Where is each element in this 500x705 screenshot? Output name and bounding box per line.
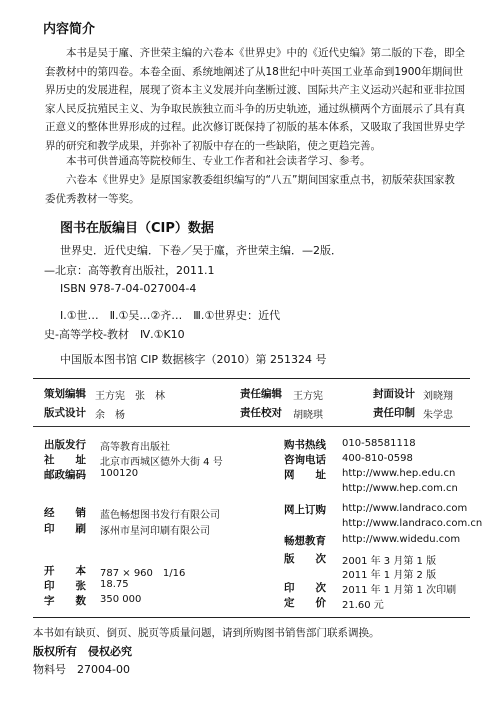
size-label: 开 本: [44, 565, 86, 577]
planning-value: 王方宪 张 林: [95, 391, 165, 402]
size-value: 787 × 960 1/16: [100, 568, 186, 579]
words-value: 350 000: [100, 594, 142, 605]
printer-label: 印 刷: [44, 523, 86, 535]
order-link-1[interactable]: http://www.landraco.com: [342, 503, 468, 514]
cip-line-4: Ⅰ.①世… Ⅱ.①吴…②齐… Ⅲ.①世界史：近代: [60, 309, 281, 322]
hotline-label: 购书热线: [284, 439, 326, 451]
edition-label: 版 次: [284, 553, 326, 565]
consult-label: 咨询电话: [284, 454, 326, 466]
intro-paragraph-2: 本书可供普通高等院校师生、专业工作者和社会读者学习、参考。: [66, 155, 371, 167]
publisher-value: 高等教育出版社: [100, 442, 170, 453]
print-label: 责任印制: [373, 407, 415, 419]
web-link-1[interactable]: http://www.hep.edu.cn: [342, 468, 456, 479]
cip-isbn: ISBN 978-7-04-027004-4: [60, 282, 197, 295]
cip-line-2: —北京：高等教育出版社，2011.1: [44, 264, 215, 277]
address-label: 社 址: [44, 454, 86, 466]
editor-label: 责任编辑: [240, 388, 282, 400]
order-label: 网上订购: [284, 504, 326, 516]
cover-value: 刘晓翔: [423, 391, 453, 402]
sheets-value: 18.75: [100, 579, 129, 590]
divider: [33, 378, 470, 379]
cip-line-5: 史-高等学校-教材 Ⅳ.①K10: [44, 328, 185, 341]
zip-label: 邮政编码: [44, 469, 86, 481]
quality-notice: 本书如有缺页、倒页、脱页等质量问题，请到所购图书销售部门联系调换。: [33, 627, 380, 639]
zip-value: 100120: [100, 468, 139, 479]
price-value: 21.60 元: [342, 600, 384, 611]
copyright-notice: 版权所有 侵权必究: [33, 645, 132, 658]
print-value: 朱学忠: [423, 410, 453, 421]
intro-paragraph-3: 六卷本《世界史》是原国家教委组织编写的“八五”期间国家重点书，初版荣获国家教委优秀教材一等奖。: [45, 174, 455, 205]
publisher-label: 出版发行: [44, 439, 86, 451]
proof-value: 胡晓琪: [293, 410, 323, 421]
layout-label: 版式设计: [44, 407, 86, 419]
layout-value: 余 杨: [95, 410, 125, 421]
cover-label: 封面设计: [373, 388, 415, 400]
cip-title: 图书在版编目（CIP）数据: [60, 221, 214, 236]
web-label: 网 址: [284, 469, 326, 481]
order-link-2[interactable]: http://www.landraco.com.cn: [342, 518, 483, 529]
words-label: 字 数: [44, 595, 86, 607]
edition-value-2: 2011 年 1 月第 2 版: [342, 570, 437, 581]
consult-value: 400-810-0598: [342, 453, 413, 464]
price-label: 定 价: [284, 597, 326, 609]
divider: [33, 426, 470, 427]
cip-line-1: 世界史．近代史编．下卷／吴于廑，齐世荣主编．—2版．: [60, 244, 342, 257]
divider: [33, 617, 470, 618]
proof-label: 责任校对: [240, 407, 282, 419]
smart-edu-link[interactable]: http://www.widedu.com: [342, 534, 461, 545]
printing-label: 印 次: [284, 582, 326, 594]
cip-number: 中国版本图书馆 CIP 数据核字（2010）第 251324 号: [60, 353, 327, 366]
editor-value: 王方宪: [293, 391, 323, 402]
distributor-value: 蓝色畅想图书发行有限公司: [100, 510, 220, 521]
planning-label: 策划编辑: [44, 388, 86, 400]
item-number: 物料号 27004-00: [33, 663, 130, 676]
address-value: 北京市西城区德外大街 4 号: [100, 457, 223, 468]
hotline-value: 010-58581118: [342, 438, 416, 449]
edition-value-1: 2001 年 3 月第 1 版: [342, 556, 437, 567]
intro-title: 内容简介: [43, 22, 96, 37]
printing-value: 2011 年 1 月第 1 次印刷: [342, 585, 457, 596]
web-link-2[interactable]: http://www.hep.com.cn: [342, 483, 458, 494]
intro-paragraph-1: 本书是吴于廑、齐世荣主编的六卷本《世界史》中的《近代史编》第二版的下卷，即全套教材中的第四卷。本卷全面、系统地阐述了从18世纪中叶英国工业革命到1900年期间世界历史的发展进程，展现了资本主义发展并向垄断过渡、国际共产主义运动兴起和亚非拉国家人民反抗殖民主义、为争取民族独立而斗争的历史轨迹，通过纵横两个方面展示了具有真正意义的整体世界形成的过程。此次修订既保持了初版的基本体系，又吸取了我国世界史学界的研究和教学成果，并弥补了初版中存在的一些缺陷，使之更趋完善。: [45, 47, 465, 152]
distributor-label: 经 销: [44, 507, 86, 519]
sheets-label: 印 张: [44, 580, 86, 592]
smart-edu-label: 畅想教育: [284, 535, 326, 547]
printer-value: 涿州市星河印刷有限公司: [100, 526, 210, 537]
